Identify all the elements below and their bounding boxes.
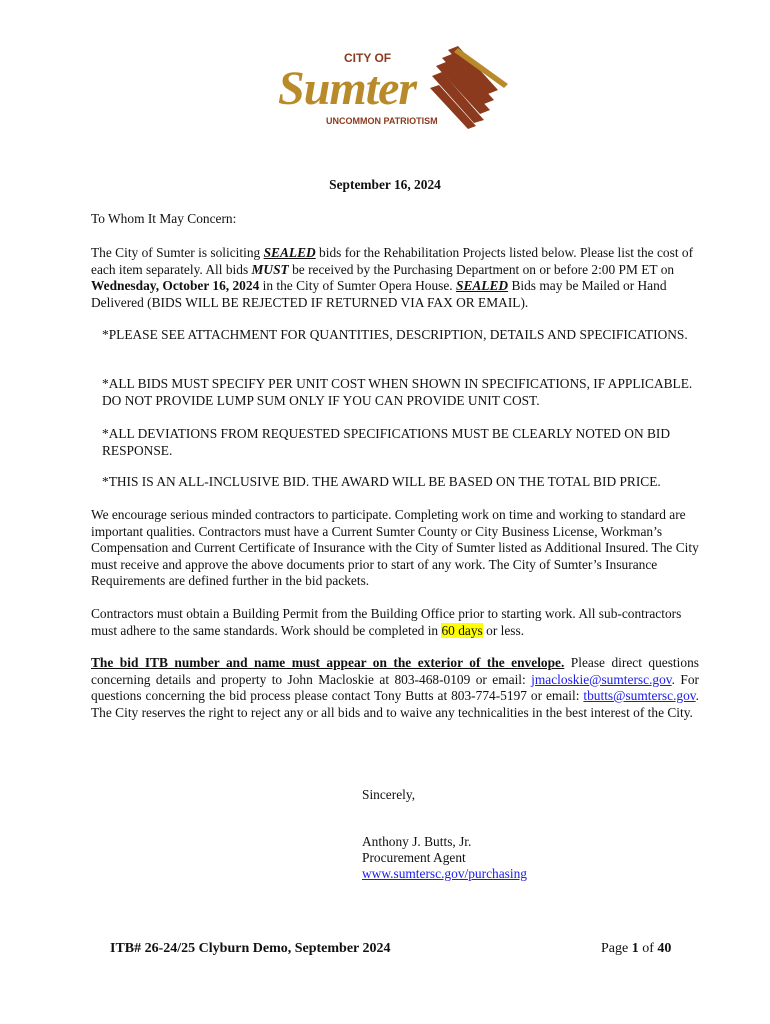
intro-text: bids for the Rehabilitation Projects listed below. Please list the cost of each item separately. All bids <box>91 245 694 277</box>
itb-text: . For questions concerning the bid process please contact Tony Butts at 803-774-5197 or email: <box>91 671 699 703</box>
intro-text: be received by the Purchasing Department on or before 2:00 PM ET on <box>288 261 675 277</box>
purchasing-website-link[interactable]: www.sumtersc.gov/purchasing <box>362 866 527 881</box>
page-of: of <box>638 941 658 956</box>
intro-sealed-emphasis: SEALED <box>456 278 509 293</box>
logo-top-text: CITY OF <box>344 51 392 65</box>
page-current: 1 <box>631 941 639 956</box>
footer-itb: ITB# 26-24/25 Clyburn Demo, September 2024 <box>110 941 391 956</box>
contractors-paragraph: We encourage serious minded contractors to participate. Completing work on time and working to standard are important qualities. Contractors must have a Current Sumter County or City Business License, Workman’s Compensation and Current Certificate of Insurance with the City of Sumter listed as Additional Insured. The City must receive and approve the above documents prior to start of any work. The City of Sumter’s Insurance Requirements are defined further in the bid packets. <box>91 507 699 588</box>
intro-sealed-emphasis: SEALED <box>263 245 316 260</box>
signer-title: Procurement Agent <box>362 850 466 865</box>
salutation: To Whom It May Concern: <box>91 211 237 226</box>
closing: Sincerely, <box>362 787 416 802</box>
letter-date: September 16, 2024 <box>329 177 441 192</box>
email-link-macloskie[interactable]: jmacloskie@sumtersc.gov <box>531 671 672 687</box>
permit-paragraph <box>91 606 699 639</box>
page-word: Page <box>601 941 632 956</box>
itb-paragraph <box>91 655 699 721</box>
logo-tagline: UNCOMMON PATRIOTISM <box>326 116 438 126</box>
page-total: 40 <box>657 941 672 956</box>
note-all-inclusive: *THIS IS AN ALL-INCLUSIVE BID. THE AWARD WILL BE BASED ON THE TOTAL BID PRICE. <box>102 474 661 489</box>
itb-text: Please direct questions concerning details and property to John Macloskie at 803-468-0109 or email: <box>91 655 699 687</box>
signer-name: Anthony J. Butts, Jr. <box>362 834 472 849</box>
city-of-sumter-logo <box>272 44 522 132</box>
logo-main-text: Sumter <box>278 62 417 115</box>
itb-instruction: The bid ITB number and name must appear on the exterior of the envelope. <box>91 655 565 670</box>
email-link-butts[interactable]: tbutts@sumtersc.gov <box>583 688 696 703</box>
note-deviations: *ALL DEVIATIONS FROM REQUESTED SPECIFICATIONS MUST BE CLEARLY NOTED ON BID RESPONSE. <box>102 426 671 458</box>
permit-text: or less. <box>482 622 525 638</box>
itb-text: . The City reserves the right to reject any or all bids and to waive any technicalities in the best interest of the City. <box>91 688 699 720</box>
intro-paragraph <box>91 245 699 311</box>
intro-must-emphasis: MUST <box>251 261 289 277</box>
intro-deadline: Wednesday, October 16, 2024 <box>91 278 260 293</box>
note-attachment: *PLEASE SEE ATTACHMENT FOR QUANTITIES, DESCRIPTION, DETAILS AND SPECIFICATIONS. <box>102 327 688 342</box>
intro-text: in the City of Sumter Opera House. <box>259 278 456 293</box>
note-unit-cost: *ALL BIDS MUST SPECIFY PER UNIT COST WHEN SHOWN IN SPECIFICATIONS, IF APPLICABLE. DO NOT PROVIDE LUMP SUM ONLY IF YOU CAN PROVIDE UNIT COST. <box>102 376 693 408</box>
signature-website <box>362 866 622 883</box>
highlighted-duration: 60 days <box>441 622 483 638</box>
page-number <box>601 940 671 958</box>
intro-text: The City of Sumter is soliciting <box>91 245 264 260</box>
intro-text: Bids may be Mailed or Hand Delivered (BIDS WILL BE REJECTED IF RETURNED VIA FAX OR EMAIL). <box>91 278 667 310</box>
permit-text: Contractors must obtain a Building Permit from the Building Office prior to starting work. All sub-contractors must adhere to the same standards. Work should be completed in <box>91 606 682 638</box>
